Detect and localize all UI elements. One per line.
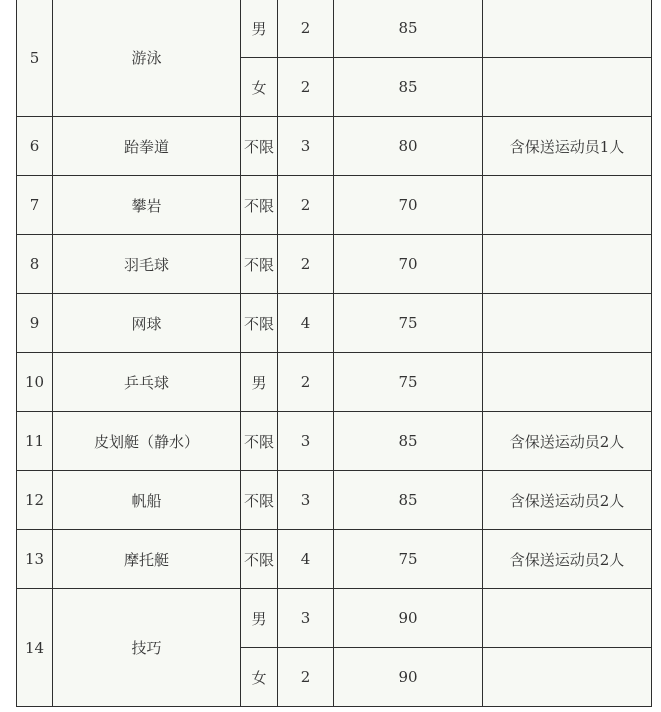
note-cell: 含保送运动员2人 bbox=[483, 471, 652, 530]
score-cell: 75 bbox=[334, 530, 483, 589]
sport-name-cell: 帆船 bbox=[53, 471, 241, 530]
gender-cell: 不限 bbox=[241, 471, 278, 530]
score-cell: 85 bbox=[334, 0, 483, 58]
gender-cell: 不限 bbox=[241, 412, 278, 471]
score-cell: 80 bbox=[334, 117, 483, 176]
note-cell bbox=[483, 0, 652, 58]
table-row bbox=[17, 176, 652, 235]
note-cell bbox=[483, 58, 652, 117]
gender-cell: 女 bbox=[241, 648, 278, 707]
score-cell: 75 bbox=[334, 294, 483, 353]
score-cell: 90 bbox=[334, 648, 483, 707]
row-index-cell: 9 bbox=[17, 294, 53, 353]
count-cell: 2 bbox=[278, 235, 334, 294]
count-cell: 3 bbox=[278, 471, 334, 530]
note-cell: 含保送运动员2人 bbox=[483, 530, 652, 589]
score-cell: 85 bbox=[334, 471, 483, 530]
table-row bbox=[17, 530, 652, 589]
row-index-cell: 11 bbox=[17, 412, 53, 471]
note-cell bbox=[483, 235, 652, 294]
row-index-cell: 13 bbox=[17, 530, 53, 589]
table-row bbox=[17, 117, 652, 176]
gender-cell: 女 bbox=[241, 58, 278, 117]
sport-name-cell: 羽毛球 bbox=[53, 235, 241, 294]
table-row bbox=[17, 235, 652, 294]
table-row bbox=[17, 0, 652, 58]
count-cell: 2 bbox=[278, 648, 334, 707]
row-index-cell: 7 bbox=[17, 176, 53, 235]
sport-name-cell: 乒乓球 bbox=[53, 353, 241, 412]
gender-cell: 男 bbox=[241, 353, 278, 412]
count-cell: 3 bbox=[278, 117, 334, 176]
count-cell: 3 bbox=[278, 412, 334, 471]
table-body bbox=[17, 0, 652, 707]
gender-cell: 不限 bbox=[241, 530, 278, 589]
score-cell: 85 bbox=[334, 412, 483, 471]
sport-name-cell: 游泳 bbox=[53, 0, 241, 117]
sport-name-cell: 攀岩 bbox=[53, 176, 241, 235]
row-index-cell: 10 bbox=[17, 353, 53, 412]
note-cell: 含保送运动员2人 bbox=[483, 412, 652, 471]
note-cell bbox=[483, 294, 652, 353]
sport-name-cell: 网球 bbox=[53, 294, 241, 353]
score-cell: 85 bbox=[334, 58, 483, 117]
gender-cell: 不限 bbox=[241, 117, 278, 176]
score-cell: 75 bbox=[334, 353, 483, 412]
table-row bbox=[17, 589, 652, 648]
count-cell: 3 bbox=[278, 589, 334, 648]
count-cell: 2 bbox=[278, 58, 334, 117]
row-index-cell: 12 bbox=[17, 471, 53, 530]
sport-name-cell: 皮划艇（静水） bbox=[53, 412, 241, 471]
row-index-cell: 8 bbox=[17, 235, 53, 294]
table-row bbox=[17, 353, 652, 412]
row-index-cell: 5 bbox=[17, 0, 53, 117]
count-cell: 4 bbox=[278, 530, 334, 589]
note-cell bbox=[483, 353, 652, 412]
note-cell bbox=[483, 176, 652, 235]
note-cell bbox=[483, 648, 652, 707]
count-cell: 2 bbox=[278, 0, 334, 58]
gender-cell: 不限 bbox=[241, 235, 278, 294]
sport-name-cell: 跆拳道 bbox=[53, 117, 241, 176]
sport-name-cell: 技巧 bbox=[53, 589, 241, 707]
table-row bbox=[17, 294, 652, 353]
table-row bbox=[17, 471, 652, 530]
row-index-cell: 14 bbox=[17, 589, 53, 707]
note-cell: 含保送运动员1人 bbox=[483, 117, 652, 176]
row-index-cell: 6 bbox=[17, 117, 53, 176]
count-cell: 4 bbox=[278, 294, 334, 353]
table-row bbox=[17, 412, 652, 471]
count-cell: 2 bbox=[278, 176, 334, 235]
sports-quota-table bbox=[16, 0, 652, 707]
sport-name-cell: 摩托艇 bbox=[53, 530, 241, 589]
gender-cell: 不限 bbox=[241, 294, 278, 353]
score-cell: 70 bbox=[334, 176, 483, 235]
score-cell: 90 bbox=[334, 589, 483, 648]
note-cell bbox=[483, 589, 652, 648]
count-cell: 2 bbox=[278, 353, 334, 412]
gender-cell: 男 bbox=[241, 589, 278, 648]
gender-cell: 不限 bbox=[241, 176, 278, 235]
score-cell: 70 bbox=[334, 235, 483, 294]
gender-cell: 男 bbox=[241, 0, 278, 58]
